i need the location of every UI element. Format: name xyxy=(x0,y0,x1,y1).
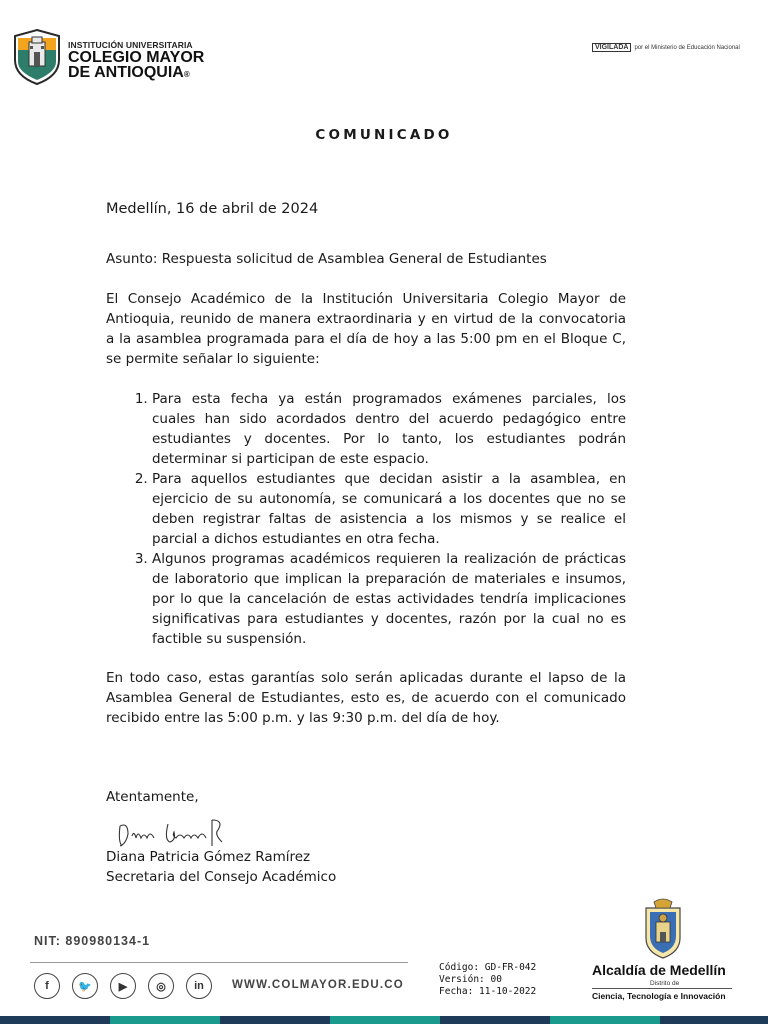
facebook-icon[interactable]: f xyxy=(34,973,60,999)
subject-line: Asunto: Respuesta solicitud de Asamblea General de Estudiantes xyxy=(106,251,547,267)
institution-logo-icon xyxy=(12,28,62,86)
footer-divider xyxy=(30,962,408,963)
color-segment xyxy=(110,1016,220,1024)
handwritten-signature xyxy=(114,812,234,852)
institution-name-line2 xyxy=(68,65,204,82)
city-date: Medellín, 16 de abril de 2024 xyxy=(106,201,319,217)
linkedin-icon[interactable]: in xyxy=(186,973,212,999)
alcaldia-subtitle: Ciencia, Tecnología e Innovación xyxy=(592,991,726,1001)
list-item: 1. Para esta fecha ya están programados exámenes parciales, los cuales han sido acordados dentro del acuerdo pedagógico entre estudiantes y docentes. Por lo tanto, los estudiantes podrán determinar si participan de este espacio. xyxy=(152,389,626,469)
signer-role: Secretaria del Consejo Académico xyxy=(106,869,337,885)
brand-color-bar xyxy=(0,1016,768,1024)
document-date: Fecha: 11-10-2022 xyxy=(439,986,537,997)
closing-paragraph: En todo caso, estas garantías solo serán aplicadas durante el lapso de la Asamblea General de Estudiantes, esto es, de acuerdo con el comunicado recibido entre las 5:00 p.m. y las 9:30 p.m. del día de hoy. xyxy=(106,670,626,726)
instagram-icon[interactable]: ◎ xyxy=(148,973,174,999)
points-list xyxy=(106,389,626,649)
color-segment xyxy=(660,1016,768,1024)
color-segment xyxy=(330,1016,440,1024)
intro-paragraph: El Consejo Académico de la Institución Universitaria Colegio Mayor de Antioquia, reunido de manera extraordinaria y en virtud de la convocatoria a la asamblea programada para el día de hoy a las 5:00 pm en el Bloque C, se permite señalar lo siguiente: xyxy=(106,291,626,367)
document-version: Versión: 00 xyxy=(439,974,502,985)
alcaldia-coat-of-arms-icon xyxy=(640,898,686,960)
alcaldia-district: Distrito de xyxy=(650,980,680,987)
institution-name xyxy=(68,50,204,82)
twitter-icon[interactable]: 🐦 xyxy=(72,973,98,999)
color-segment xyxy=(440,1016,550,1024)
nit-number: NIT: 890980134-1 xyxy=(34,934,151,948)
document-code: Código: GD-FR-042 xyxy=(439,962,537,973)
youtube-icon[interactable]: ▶ xyxy=(110,973,136,999)
alcaldia-title: Alcaldía de Medellín xyxy=(592,962,726,978)
document-control-codes xyxy=(439,962,536,998)
vigilada-mark xyxy=(592,44,740,51)
color-segment xyxy=(0,1016,110,1024)
registered-mark: ® xyxy=(183,70,190,79)
salutation: Atentamente, xyxy=(106,789,199,805)
website-link[interactable]: WWW.COLMAYOR.EDU.CO xyxy=(232,979,404,991)
color-segment xyxy=(220,1016,330,1024)
institution-type-label: INSTITUCIÓN UNIVERSITARIA xyxy=(68,40,193,50)
list-item: 2. Para aquellos estudiantes que decidan asistir a la asamblea, en ejercicio de su autonomía, se comunicará a los docentes que no se deben registrar faltas de asistencia a los mismos y se realice el parcial a dichos estudiantes en otra fecha. xyxy=(152,469,626,549)
vigilada-text: por el Ministerio de Educación Nacional xyxy=(634,45,740,51)
color-segment xyxy=(550,1016,660,1024)
alcaldia-divider xyxy=(592,988,732,989)
institution-name-line1: COLEGIO MAYOR xyxy=(68,49,205,66)
vigilada-label: VIGILADA xyxy=(592,43,631,52)
signer-name: Diana Patricia Gómez Ramírez xyxy=(106,849,311,865)
list-item: 3. Algunos programas académicos requieren la realización de prácticas de laboratorio que implican la preparación de materiales e insumos, por lo que la cancelación de estas actividades tendría implicaciones significativas para estudiantes y docentes, razón por la cual no es factible su suspensión. xyxy=(152,549,626,649)
institution-name-line2-text: DE ANTIOQUIA xyxy=(68,64,184,81)
document-title: COMUNICADO xyxy=(315,127,453,143)
